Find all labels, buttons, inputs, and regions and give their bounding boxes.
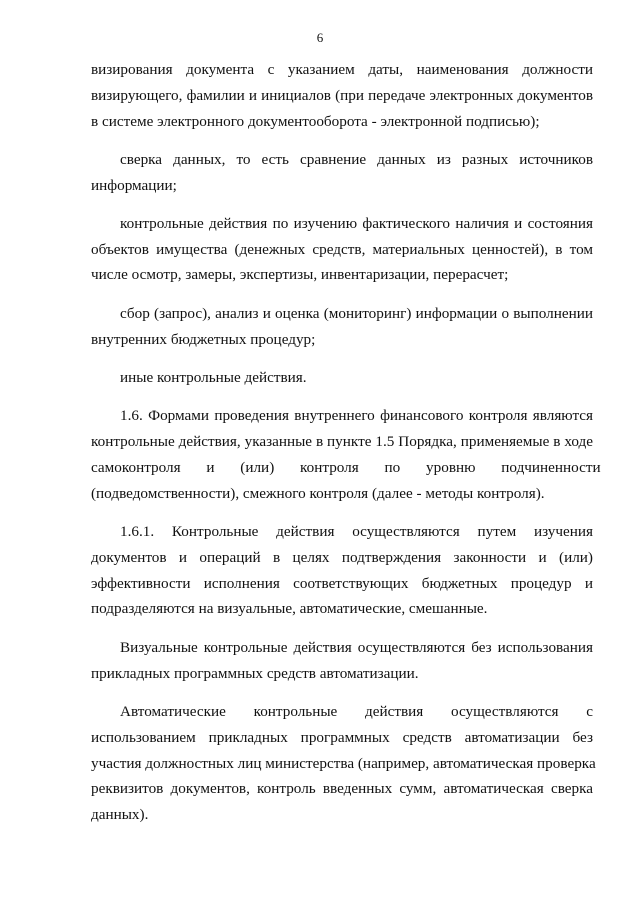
text-line: реквизитов документов, контроль введенных сумм, автоматическая сверка — [91, 780, 593, 797]
text-line: внутренних бюджетных процедур; — [91, 331, 316, 348]
text-line: использованием прикладных программных средств автоматизации без — [91, 729, 593, 746]
text-line: участия должностных лиц министерства (например, автоматическая проверка — [91, 755, 596, 772]
text-line: документов и операций в целях подтверждения законности и (или) — [91, 549, 593, 566]
text-line: данных). — [91, 806, 149, 823]
text-line: самоконтроля и (или) контроля по уровню подчиненности — [91, 459, 601, 476]
text-line: контрольные действия по изучению фактического наличия и состояния — [120, 215, 593, 232]
text-line: подразделяются на визуальные, автоматические, смешанные. — [91, 600, 488, 617]
text-line: сверка данных, то есть сравнение данных из разных источников — [120, 151, 593, 168]
page-number: 6 — [316, 30, 324, 45]
text-line: сбор (запрос), анализ и оценка (мониторинг) информации о выполнении — [120, 305, 593, 322]
text-line: в системе электронного документооборота - электронной подписью); — [91, 113, 540, 130]
text-line: числе осмотр, замеры, экспертизы, инвентаризации, перерасчет; — [91, 266, 509, 283]
text-line: (подведомственности), смежного контроля (далее - методы контроля). — [91, 485, 545, 502]
text-line: информации; — [91, 177, 177, 194]
text-line: эффективности исполнения соответствующих бюджетных процедур и — [91, 575, 593, 592]
text-line: объектов имущества (денежных средств, материальных ценностей), в том — [91, 241, 593, 258]
text-line: 1.6.1. Контрольные действия осуществляются путем изучения — [120, 523, 593, 540]
text-line: Визуальные контрольные действия осуществляются без использования — [120, 639, 593, 656]
text-line: иные контрольные действия. — [120, 369, 307, 386]
text-line: контрольные действия, указанные в пункте 1.5 Порядка, применяемые в ходе — [91, 433, 593, 450]
text-line: 1.6. Формами проведения внутреннего финансового контроля являются — [120, 407, 593, 424]
text-line: Автоматические контрольные действия осуществляются с — [120, 703, 593, 720]
text-line: визирующего, фамилии и инициалов (при передаче электронных документов — [91, 87, 593, 104]
text-line: прикладных программных средств автоматизации. — [91, 665, 419, 682]
text-line: визирования документа с указанием даты, наименования должности — [91, 61, 593, 78]
